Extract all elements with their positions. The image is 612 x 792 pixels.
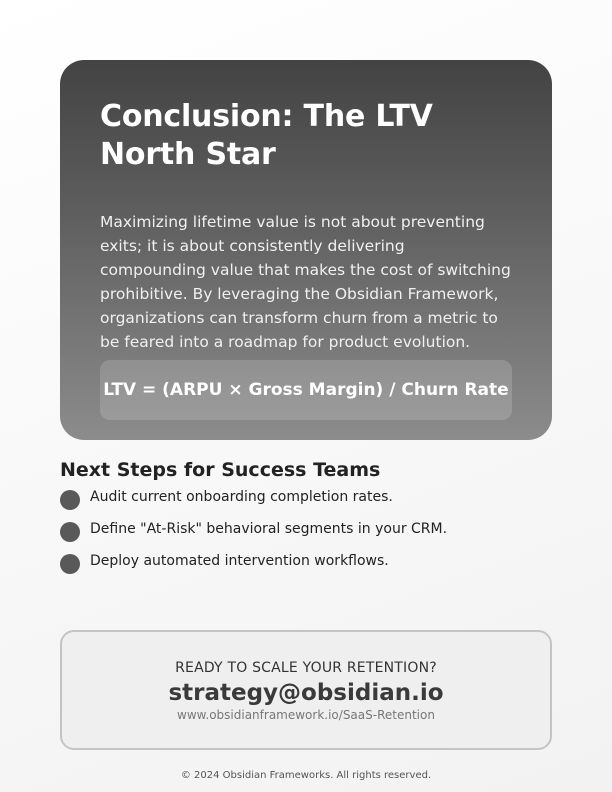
contact-box: [60, 630, 552, 750]
next-steps-heading: Next Steps for Success Teams: [60, 459, 381, 481]
step-text: Deploy automated intervention workflows.: [90, 553, 389, 569]
cta-label: READY TO SCALE YOUR RETENTION?: [175, 660, 437, 676]
conclusion-paragraph: Maximizing lifetime value is not about preventing exits; it is about consistently delivering compounding value that makes the cost of switching prohibitive. By leveraging the Obsidian Framework, organizations can transform churn from a metric to be feared into a roadmap for product evolution.: [100, 213, 511, 351]
next-steps-list: [60, 488, 447, 584]
list-item: [60, 552, 447, 584]
page-title: Conclusion: The LTV North Star: [100, 99, 433, 172]
list-item: [60, 520, 447, 552]
bullet-icon: [60, 490, 80, 510]
step-text: Audit current onboarding completion rates.: [90, 489, 393, 505]
contact-email-link[interactable]: strategy@obsidian.io: [168, 680, 444, 706]
bullet-icon: [60, 554, 80, 574]
ltv-formula: LTV = (ARPU × Gross Margin) / Churn Rate: [100, 360, 512, 420]
list-item: [60, 488, 447, 520]
bullet-icon: [60, 522, 80, 542]
website-link[interactable]: www.obsidianframework.io/SaaS-Retention: [177, 708, 435, 722]
copyright-footer: © 2024 Obsidian Frameworks. All rights reserved.: [180, 770, 432, 781]
conclusion-card: [60, 60, 552, 440]
step-text: Define "At-Risk" behavioral segments in your CRM.: [90, 521, 448, 537]
